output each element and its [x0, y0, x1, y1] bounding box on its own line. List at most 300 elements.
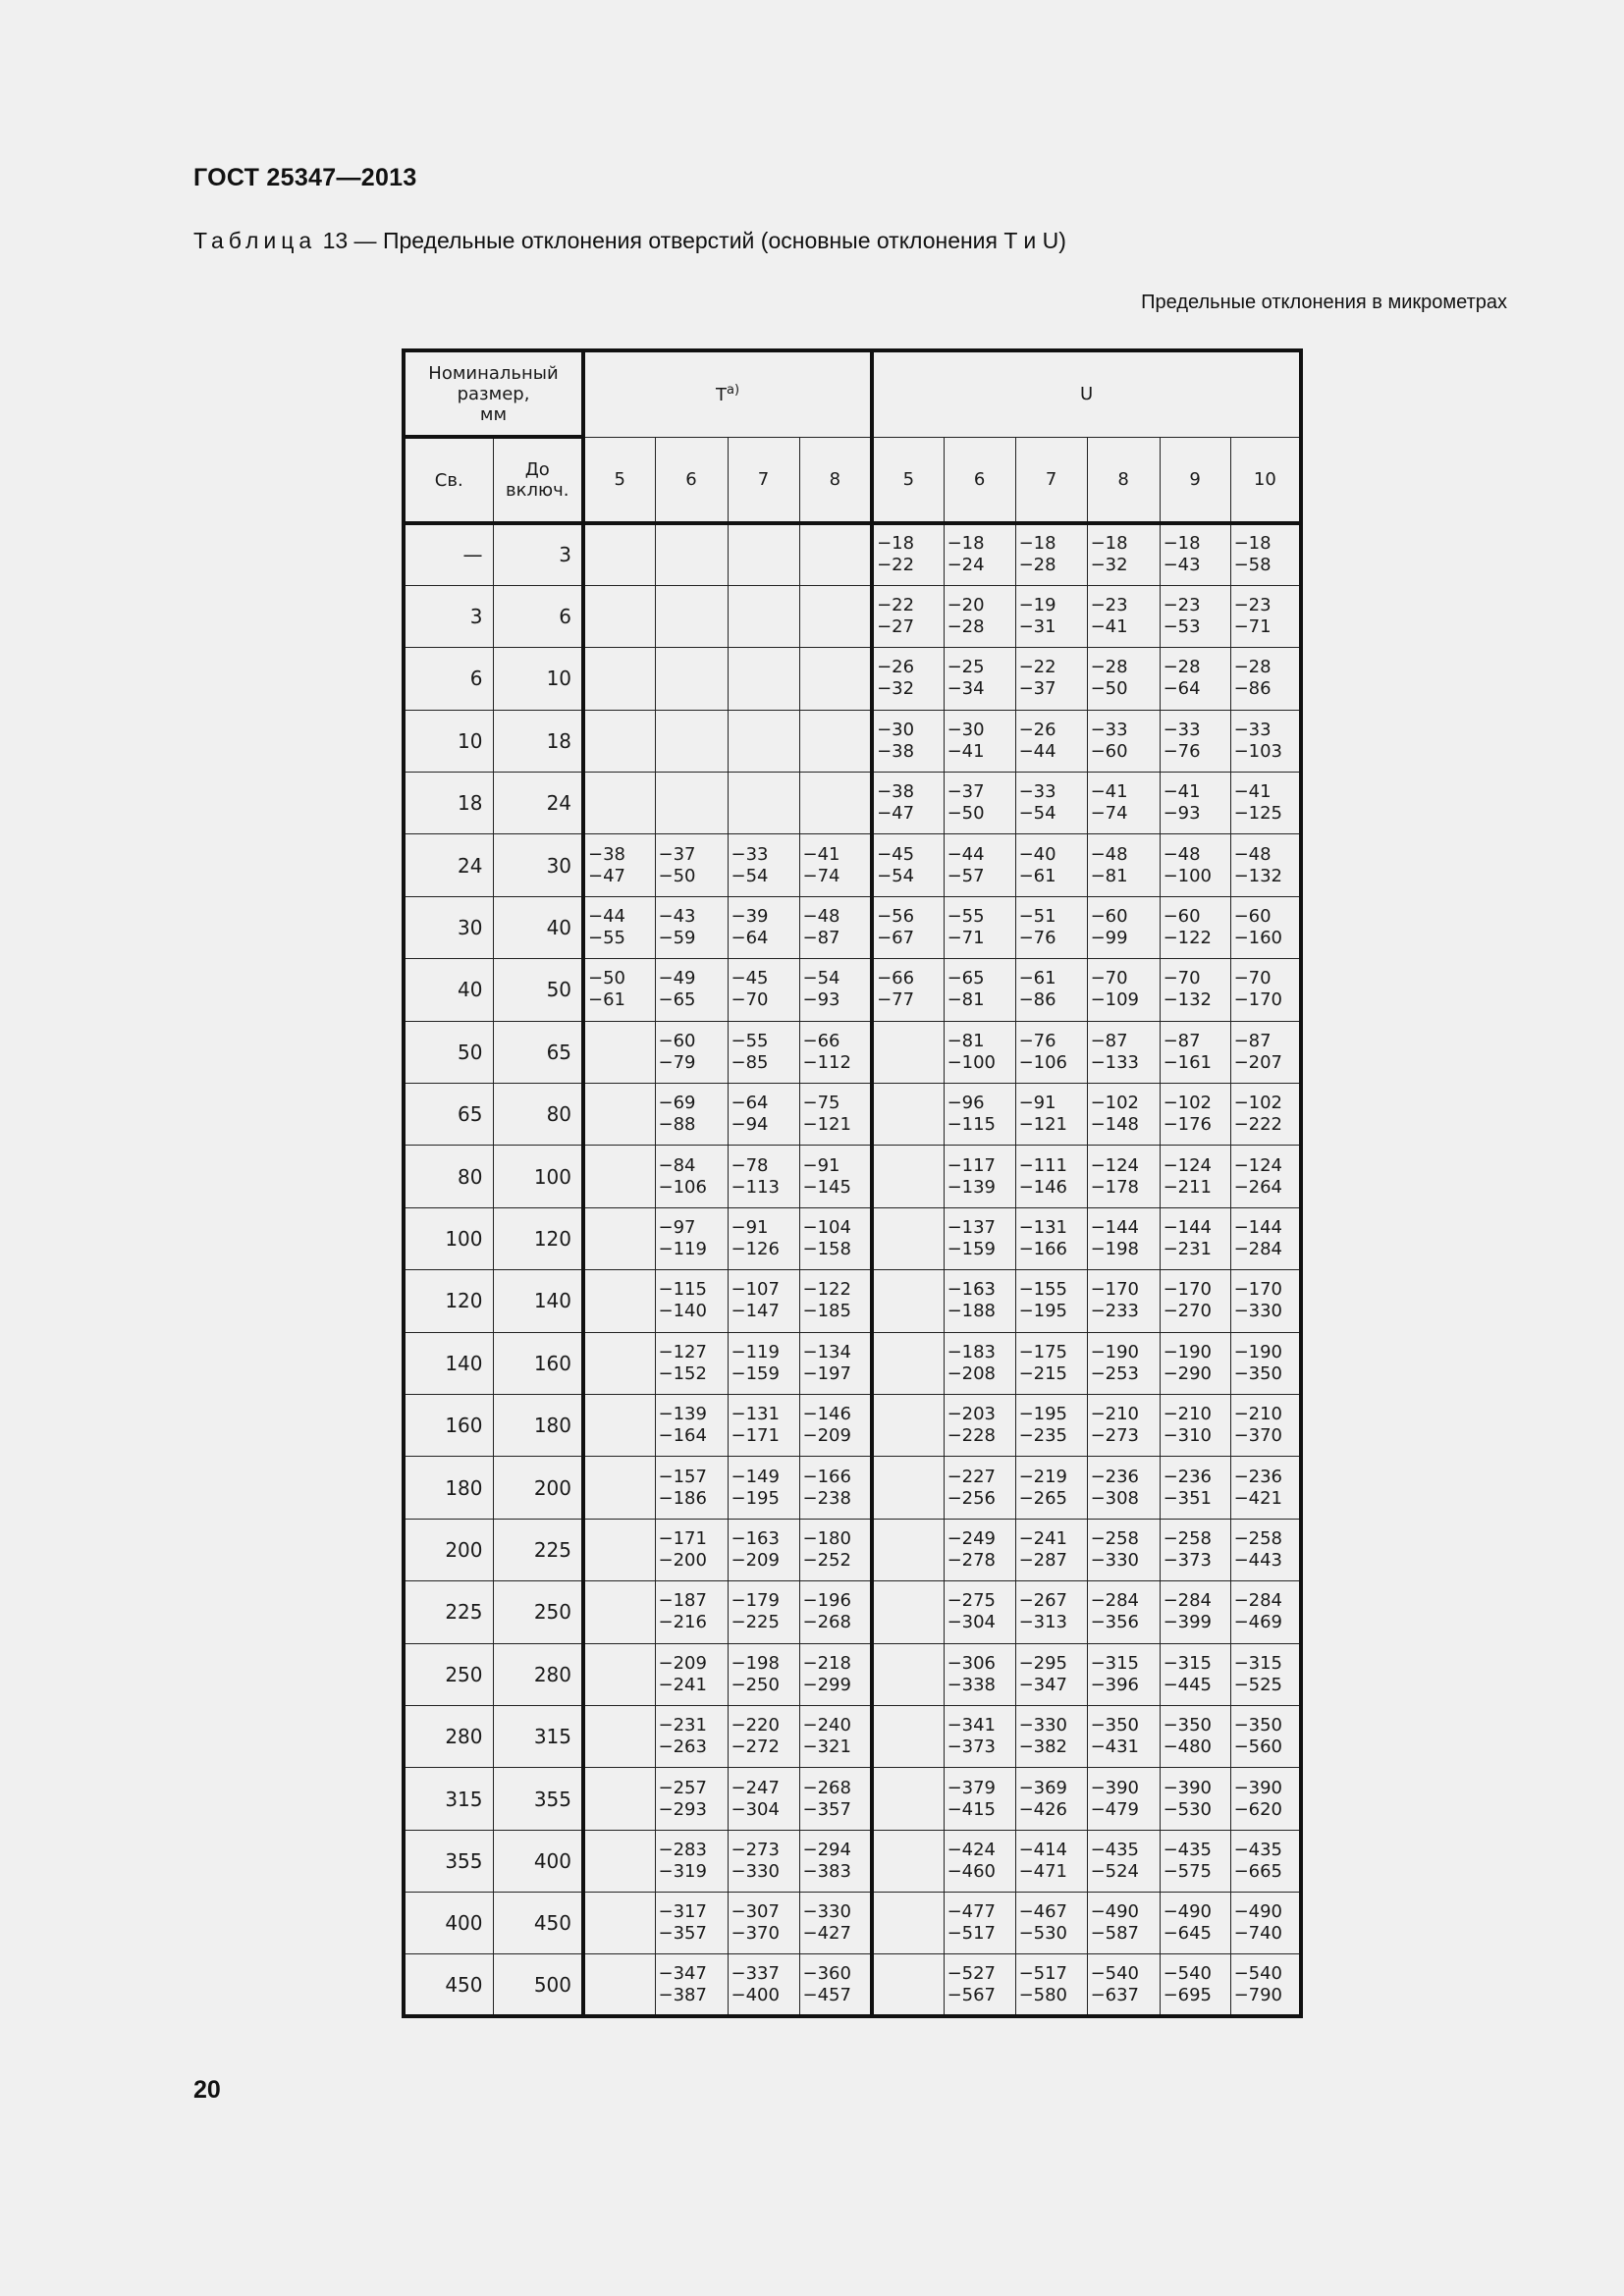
lower-deviation: −225: [731, 1612, 780, 1633]
upper-deviation: −97: [658, 1216, 696, 1238]
lower-deviation: −31: [1018, 616, 1056, 638]
lower-deviation: −530: [1018, 1923, 1068, 1945]
upper-deviation: −131: [731, 1404, 780, 1425]
lower-deviation: −387: [658, 1984, 707, 2005]
upper-deviation: −49: [658, 968, 696, 989]
lower-deviation: −166: [1018, 1238, 1068, 1259]
upper-deviation: −275: [947, 1590, 997, 1612]
lower-deviation: −350: [1233, 1362, 1283, 1384]
lower-deviation: −28: [947, 616, 985, 638]
lower-deviation: −55: [588, 928, 626, 949]
size-to-cell: 18: [493, 710, 583, 772]
upper-deviation: −41: [802, 843, 840, 865]
size-to-cell: 40: [493, 896, 583, 958]
lower-deviation: −357: [802, 1798, 851, 1820]
deviation-cell: [944, 1021, 1015, 1083]
deviation-cell: [944, 1332, 1015, 1394]
deviation-cell: [799, 648, 872, 710]
upper-deviation: −435: [1090, 1839, 1140, 1860]
upper-deviation: −64: [731, 1093, 769, 1114]
deviation-cell: [1015, 1893, 1087, 1954]
deviation-cell: [1015, 1519, 1087, 1580]
deviation-cell: [872, 1705, 944, 1767]
upper-deviation: −44: [588, 906, 626, 928]
lower-deviation: −99: [1090, 928, 1128, 949]
lower-deviation: −272: [731, 1736, 780, 1758]
deviation-cell: [583, 1394, 655, 1456]
lower-deviation: −112: [802, 1051, 851, 1073]
deviation-cell: [1230, 1768, 1301, 1830]
lower-deviation: −400: [731, 1984, 780, 2005]
upper-deviation: −70: [1163, 968, 1201, 989]
table-title-rest: 13 — Предельные отклонения отверстий (основные отклонения T и U): [316, 228, 1066, 253]
upper-deviation: −196: [802, 1590, 851, 1612]
deviation-cell: [799, 1954, 872, 2016]
upper-deviation: −203: [947, 1404, 997, 1425]
size-from-cell: 6: [404, 648, 493, 710]
upper-deviation: −60: [1233, 906, 1272, 928]
lower-deviation: −284: [1233, 1238, 1283, 1259]
deviation-cell: [655, 1643, 728, 1705]
upper-deviation: −78: [731, 1154, 769, 1176]
table-row: [404, 710, 1301, 772]
lower-deviation: −34: [947, 678, 985, 700]
deviation-cell: [583, 1270, 655, 1332]
upper-deviation: −65: [947, 968, 985, 989]
grade-header: 5: [872, 437, 944, 523]
lower-deviation: −145: [802, 1176, 851, 1198]
deviation-cell: [1015, 710, 1087, 772]
deviation-cell: [944, 1893, 1015, 1954]
upper-deviation: −390: [1233, 1777, 1283, 1798]
deviation-cell: [583, 1146, 655, 1207]
units-note: Предельные отклонения в микрометрах: [1141, 292, 1507, 313]
upper-deviation: −171: [658, 1527, 707, 1549]
upper-deviation: −70: [1090, 968, 1128, 989]
deviation-cell: [655, 1084, 728, 1146]
size-from-cell: 250: [404, 1643, 493, 1705]
lower-deviation: −54: [731, 865, 769, 886]
deviation-cell: [872, 834, 944, 896]
lower-deviation: −471: [1018, 1860, 1068, 1882]
size-from-cell: 225: [404, 1581, 493, 1643]
deviation-cell: [655, 1021, 728, 1083]
deviation-cell: [1015, 1084, 1087, 1146]
table-row: [404, 648, 1301, 710]
lower-deviation: −278: [947, 1549, 997, 1571]
deviation-cell: [872, 1893, 944, 1954]
upper-deviation: −19: [1018, 595, 1056, 616]
grade-header: 6: [944, 437, 1015, 523]
upper-deviation: −124: [1233, 1154, 1283, 1176]
table-row: [404, 834, 1301, 896]
size-to-cell: 140: [493, 1270, 583, 1332]
deviation-cell: [655, 896, 728, 958]
deviation-cell: [1230, 959, 1301, 1021]
lower-deviation: −159: [947, 1238, 997, 1259]
lower-deviation: −347: [1018, 1674, 1068, 1695]
deviation-cell: [655, 1705, 728, 1767]
upper-deviation: −163: [947, 1279, 997, 1301]
deviation-cell: [1160, 1954, 1230, 2016]
document-code: ГОСТ 25347—2013: [193, 164, 417, 191]
lower-deviation: −50: [947, 803, 985, 825]
deviation-cell: [872, 648, 944, 710]
lower-deviation: −164: [658, 1425, 707, 1447]
lower-deviation: −252: [802, 1549, 851, 1571]
deviation-cell: [944, 834, 1015, 896]
upper-deviation: −18: [1163, 533, 1201, 555]
deviation-cell: [728, 1643, 799, 1705]
size-to-cell: 24: [493, 773, 583, 834]
deviation-cell: [872, 1457, 944, 1519]
lower-deviation: −44: [1018, 740, 1056, 762]
upper-deviation: −102: [1163, 1093, 1213, 1114]
lower-deviation: −356: [1090, 1612, 1140, 1633]
deviation-cell: [799, 1519, 872, 1580]
deviation-cell: [1160, 1457, 1230, 1519]
deviation-cell: [655, 1457, 728, 1519]
lower-deviation: −263: [658, 1736, 707, 1758]
deviation-cell: [728, 1830, 799, 1892]
size-from-cell: 120: [404, 1270, 493, 1332]
upper-deviation: −249: [947, 1527, 997, 1549]
lower-deviation: −93: [802, 989, 840, 1011]
deviation-cell: [1160, 896, 1230, 958]
upper-deviation: −91: [1018, 1093, 1056, 1114]
deviation-cell: [872, 1581, 944, 1643]
upper-deviation: −231: [658, 1715, 707, 1736]
lower-deviation: −60: [1090, 740, 1128, 762]
lower-deviation: −560: [1233, 1736, 1283, 1758]
lower-deviation: −178: [1090, 1176, 1140, 1198]
deviation-cell: [1160, 1581, 1230, 1643]
deviation-cell: [1160, 1768, 1230, 1830]
deviation-cell: [799, 1705, 872, 1767]
lower-deviation: −265: [1018, 1487, 1068, 1509]
table-row: [404, 1893, 1301, 1954]
upper-deviation: −119: [731, 1341, 780, 1362]
deviation-cell: [583, 1643, 655, 1705]
upper-deviation: −23: [1090, 595, 1128, 616]
deviation-cell: [1015, 1394, 1087, 1456]
deviation-cell: [1015, 1270, 1087, 1332]
deviation-cell: [583, 585, 655, 647]
lower-deviation: −421: [1233, 1487, 1283, 1509]
lower-deviation: −195: [731, 1487, 780, 1509]
deviation-cell: [1087, 1893, 1160, 1954]
deviation-cell: [728, 896, 799, 958]
upper-deviation: −295: [1018, 1652, 1068, 1674]
upper-deviation: −115: [658, 1279, 707, 1301]
size-from-cell: 400: [404, 1893, 493, 1954]
upper-deviation: −23: [1163, 595, 1201, 616]
deviation-cell: [872, 1207, 944, 1269]
table-row: [404, 1519, 1301, 1580]
lower-deviation: −530: [1163, 1798, 1213, 1820]
deviation-cell: [799, 1394, 872, 1456]
size-to-cell: 30: [493, 834, 583, 896]
deviation-cell: [728, 1084, 799, 1146]
lower-deviation: −57: [947, 865, 985, 886]
grade-header: 6: [655, 437, 728, 523]
upper-deviation: −369: [1018, 1777, 1068, 1798]
lower-deviation: −264: [1233, 1176, 1283, 1198]
deviation-cell: [1015, 1830, 1087, 1892]
deviation-cell: [728, 648, 799, 710]
deviation-cell: [799, 1893, 872, 1954]
deviation-cell: [728, 834, 799, 896]
lower-deviation: −426: [1018, 1798, 1068, 1820]
deviation-cell: [583, 1457, 655, 1519]
deviation-cell: [1160, 1830, 1230, 1892]
upper-deviation: −350: [1233, 1715, 1283, 1736]
deviation-cell: [1015, 1332, 1087, 1394]
group-T-header: $T^{а)}$: [583, 350, 872, 437]
lower-deviation: −304: [731, 1798, 780, 1820]
upper-deviation: −127: [658, 1341, 707, 1362]
upper-deviation: −170: [1090, 1279, 1140, 1301]
upper-deviation: −218: [802, 1652, 851, 1674]
deviation-cell: [944, 959, 1015, 1021]
deviation-cell: [655, 1893, 728, 1954]
deviation-cell: [655, 523, 728, 585]
upper-deviation: −267: [1018, 1590, 1068, 1612]
deviation-cell: [1230, 710, 1301, 772]
upper-deviation: −350: [1090, 1715, 1140, 1736]
lower-deviation: −665: [1233, 1860, 1283, 1882]
upper-deviation: −144: [1163, 1216, 1213, 1238]
deviation-cell: [655, 710, 728, 772]
lower-deviation: −233: [1090, 1301, 1140, 1322]
upper-deviation: −236: [1163, 1466, 1213, 1487]
deviation-cell: [1087, 896, 1160, 958]
grade-header: 9: [1160, 437, 1230, 523]
lower-deviation: −460: [947, 1860, 997, 1882]
upper-deviation: −219: [1018, 1466, 1068, 1487]
upper-deviation: −51: [1018, 906, 1056, 928]
deviation-cell: [583, 648, 655, 710]
deviation-cell: [1230, 1207, 1301, 1269]
lower-deviation: −197: [802, 1362, 851, 1384]
deviation-cell: [944, 1643, 1015, 1705]
upper-deviation: −190: [1233, 1341, 1283, 1362]
upper-deviation: −210: [1233, 1404, 1283, 1425]
deviation-cell: [1230, 1705, 1301, 1767]
size-from-cell: 140: [404, 1332, 493, 1394]
deviation-cell: [1160, 648, 1230, 710]
upper-deviation: −379: [947, 1777, 997, 1798]
deviation-cell: [655, 1270, 728, 1332]
upper-deviation: −41: [1163, 781, 1201, 803]
lower-deviation: −469: [1233, 1612, 1283, 1633]
size-from-cell: 160: [404, 1394, 493, 1456]
size-from-cell: 30: [404, 896, 493, 958]
grade-header: 7: [1015, 437, 1087, 523]
size-from-cell: 100: [404, 1207, 493, 1269]
upper-deviation: −155: [1018, 1279, 1068, 1301]
deviation-cell: [1087, 1146, 1160, 1207]
deviation-cell: [799, 1581, 872, 1643]
deviation-cell: [1230, 1270, 1301, 1332]
lower-deviation: −140: [658, 1301, 707, 1322]
upper-deviation: −96: [947, 1093, 985, 1114]
deviation-cell: [872, 1643, 944, 1705]
upper-deviation: −56: [877, 906, 915, 928]
deviation-cell: [655, 1146, 728, 1207]
lower-deviation: −85: [731, 1051, 769, 1073]
lower-deviation: −54: [877, 865, 915, 886]
deviation-cell: [1015, 834, 1087, 896]
lower-deviation: −480: [1163, 1736, 1213, 1758]
deviation-cell: [944, 1146, 1015, 1207]
lower-deviation: −319: [658, 1860, 707, 1882]
lower-deviation: −77: [877, 989, 915, 1011]
lower-deviation: −185: [802, 1301, 851, 1322]
deviation-cell: [1087, 585, 1160, 647]
lower-deviation: −256: [947, 1487, 997, 1509]
deviation-cell: [799, 1207, 872, 1269]
size-from-cell: 200: [404, 1519, 493, 1580]
upper-deviation: −390: [1090, 1777, 1140, 1798]
upper-deviation: −490: [1090, 1901, 1140, 1923]
upper-deviation: −240: [802, 1715, 851, 1736]
lower-deviation: −126: [731, 1238, 780, 1259]
lower-deviation: −399: [1163, 1612, 1213, 1633]
table-row: [404, 1207, 1301, 1269]
upper-deviation: −424: [947, 1839, 997, 1860]
deviation-cell: [1087, 1084, 1160, 1146]
upper-deviation: −38: [588, 843, 626, 865]
deviation-cell: [583, 710, 655, 772]
deviation-cell: [872, 710, 944, 772]
upper-deviation: −55: [731, 1030, 769, 1051]
upper-deviation: −18: [1233, 533, 1272, 555]
deviation-cell: [1160, 710, 1230, 772]
lower-deviation: −71: [1233, 616, 1272, 638]
upper-deviation: −22: [877, 595, 915, 616]
lower-deviation: −268: [802, 1612, 851, 1633]
deviation-cell: [1230, 1643, 1301, 1705]
deviation-cell: [728, 1581, 799, 1643]
upper-deviation: −48: [1233, 843, 1272, 865]
lower-deviation: −383: [802, 1860, 851, 1882]
lower-deviation: −373: [947, 1736, 997, 1758]
deviation-cell: [583, 1207, 655, 1269]
lower-deviation: −119: [658, 1238, 707, 1259]
footnote-marker: а): [727, 383, 740, 399]
size-from-cell: 450: [404, 1954, 493, 2016]
nominal-size-header: Номинальный размер, мм: [404, 350, 583, 437]
deviation-cell: [1015, 648, 1087, 710]
deviation-cell: [872, 1084, 944, 1146]
upper-deviation: −540: [1233, 1962, 1283, 1984]
deviation-cell: [1160, 1519, 1230, 1580]
lower-deviation: −106: [658, 1176, 707, 1198]
lower-deviation: −38: [877, 740, 915, 762]
upper-deviation: −45: [731, 968, 769, 989]
deviation-cell: [1015, 1146, 1087, 1207]
upper-deviation: −517: [1018, 1962, 1068, 1984]
deviation-cell: [1015, 773, 1087, 834]
upper-deviation: −60: [1163, 906, 1201, 928]
upper-deviation: −330: [802, 1901, 851, 1923]
deviation-cell: [872, 1021, 944, 1083]
lower-deviation: −74: [802, 865, 840, 886]
deviation-cell: [1015, 1643, 1087, 1705]
lower-deviation: −58: [1233, 555, 1272, 576]
lower-deviation: −171: [731, 1425, 780, 1447]
upper-deviation: −490: [1233, 1901, 1283, 1923]
lower-deviation: −32: [877, 678, 915, 700]
size-from-cell: 24: [404, 834, 493, 896]
deviation-cell: [1160, 1394, 1230, 1456]
lower-deviation: −61: [1018, 865, 1056, 886]
upper-deviation: −360: [802, 1962, 851, 1984]
deviation-cell: [944, 1954, 1015, 2016]
upper-deviation: −175: [1018, 1341, 1068, 1362]
deviation-cell: [944, 1394, 1015, 1456]
upper-deviation: −28: [1163, 657, 1201, 678]
deviation-cell: [1160, 1270, 1230, 1332]
deviation-cell: [1087, 959, 1160, 1021]
deviation-cell: [872, 1146, 944, 1207]
lower-deviation: −304: [947, 1612, 997, 1633]
upper-deviation: −210: [1163, 1404, 1213, 1425]
size-to-cell: 50: [493, 959, 583, 1021]
lower-deviation: −238: [802, 1487, 851, 1509]
upper-deviation: −183: [947, 1341, 997, 1362]
lower-deviation: −330: [1233, 1301, 1283, 1322]
grade-header: 5: [583, 437, 655, 523]
upper-deviation: −306: [947, 1652, 997, 1674]
upper-deviation: −390: [1163, 1777, 1213, 1798]
lower-deviation: −250: [731, 1674, 780, 1695]
lower-deviation: −132: [1233, 865, 1283, 886]
deviation-cell: [1015, 896, 1087, 958]
deviation-cell: [655, 773, 728, 834]
lower-deviation: −24: [947, 555, 985, 576]
deviation-cell: [1230, 1146, 1301, 1207]
upper-deviation: −81: [947, 1030, 985, 1051]
deviation-cell: [1230, 1581, 1301, 1643]
lower-deviation: −330: [1090, 1549, 1140, 1571]
size-from-cell: 355: [404, 1830, 493, 1892]
lower-deviation: −133: [1090, 1051, 1140, 1073]
lower-deviation: −270: [1163, 1301, 1213, 1322]
lower-deviation: −61: [588, 989, 626, 1011]
size-to-cell: 160: [493, 1332, 583, 1394]
deviation-cell: [655, 1394, 728, 1456]
deviation-cell: [944, 648, 1015, 710]
lower-deviation: −209: [731, 1549, 780, 1571]
lower-deviation: −170: [1233, 989, 1283, 1011]
upper-deviation: −50: [588, 968, 626, 989]
upper-deviation: −61: [1018, 968, 1056, 989]
lower-deviation: −113: [731, 1176, 780, 1198]
deviation-cell: [583, 959, 655, 1021]
deviation-cell: [799, 1021, 872, 1083]
deviation-cell: [1230, 1394, 1301, 1456]
deviation-cell: [799, 1270, 872, 1332]
deviation-cell: [1160, 1084, 1230, 1146]
upper-deviation: −414: [1018, 1839, 1068, 1860]
deviation-cell: [872, 1768, 944, 1830]
deviation-cell: [583, 1893, 655, 1954]
lower-deviation: −67: [877, 928, 915, 949]
deviation-cell: [655, 959, 728, 1021]
deviation-cell: [1160, 834, 1230, 896]
